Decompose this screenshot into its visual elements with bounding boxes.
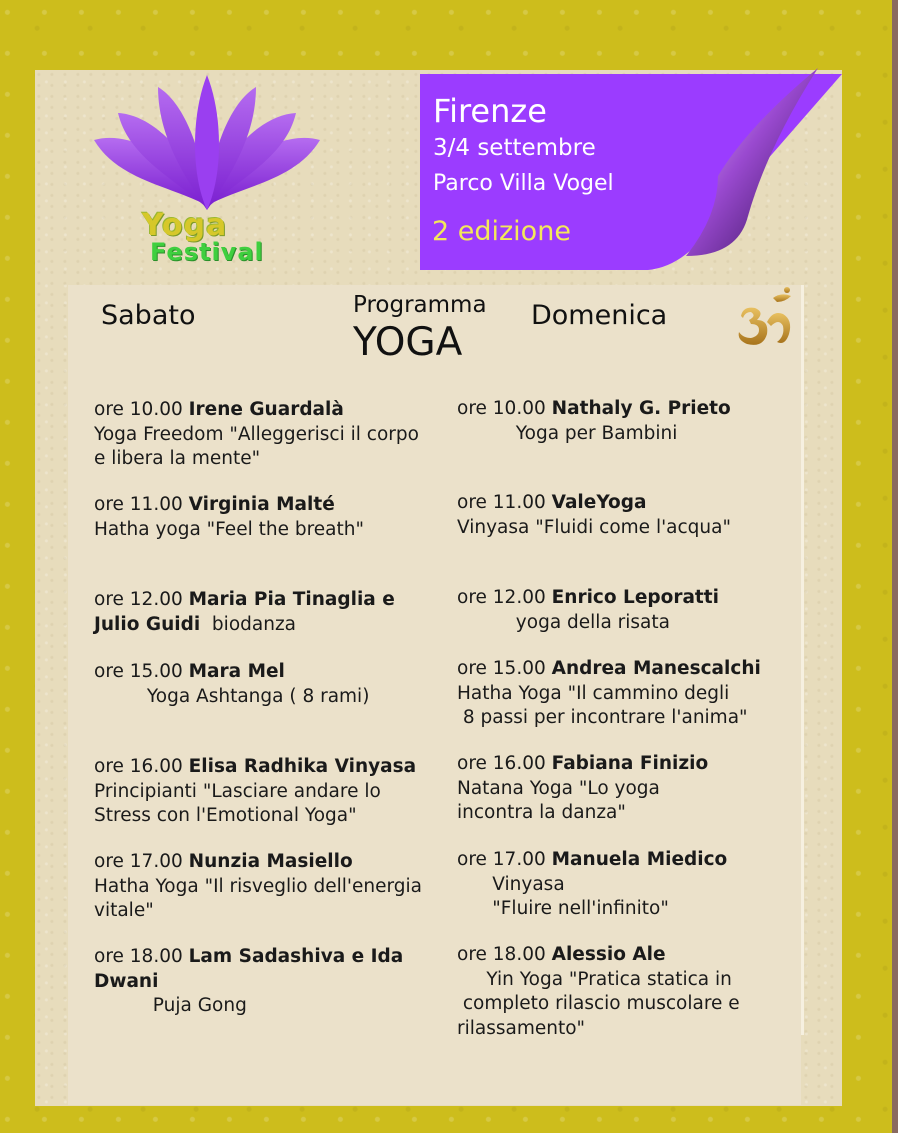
slot-teacher: Maria Pia Tinaglia e <box>188 589 395 610</box>
event-edition: 2 edizione <box>432 216 571 247</box>
slot-teacher: Nathaly G. Prieto <box>551 398 731 419</box>
slot-description: Stress con l'Emotional Yoga" <box>94 805 357 826</box>
right-border <box>892 0 898 1133</box>
slot-teacher: Nunzia Masiello <box>188 851 353 872</box>
slot-description: Yin Yoga "Pratica statica in <box>457 968 732 990</box>
slot-description: completo rilascio muscolare e <box>457 993 740 1014</box>
slot-time: ore 18.00 <box>457 944 546 965</box>
slot-time: ore 12.00 <box>94 589 183 610</box>
sunday-heading: Domenica <box>531 300 668 331</box>
slot-description: incontra la danza" <box>457 802 626 823</box>
logo-festival-text: Festival <box>150 238 264 266</box>
program-heading: Programma <box>353 292 487 318</box>
slot-teacher: Elisa Radhika Vinyasa <box>188 756 417 777</box>
slot-teacher: Irene Guardalà <box>188 399 344 420</box>
slot-description: Vinyasa "Fluidi come l'acqua" <box>457 516 731 538</box>
saturday-slot-2 <box>94 493 454 542</box>
slot-time: ore 18.00 <box>94 946 183 967</box>
slot-teacher: Fabiana Finizio <box>551 753 709 774</box>
sunday-slot-2 <box>457 491 797 540</box>
slot-description: Vinyasa <box>457 873 565 895</box>
slot-description: vitale" <box>94 900 154 921</box>
slot-time: ore 11.00 <box>94 494 183 515</box>
panel-edge <box>801 285 804 1035</box>
slot-time: ore 16.00 <box>94 756 183 777</box>
sunday-slot-6 <box>457 848 797 922</box>
slot-description: rilassamento" <box>457 1017 586 1039</box>
slot-teacher: Dwani <box>94 970 159 992</box>
slot-teacher: Andrea Manescalchi <box>551 658 761 679</box>
slot-teacher: Mara Mel <box>188 661 285 682</box>
slot-description: Hatha yoga "Feel the breath" <box>94 518 364 540</box>
slot-description: 8 passi per incontrare l'anima" <box>457 707 748 728</box>
slot-description: Natana Yoga "Lo yoga <box>457 777 660 799</box>
slot-time: ore 12.00 <box>457 587 546 608</box>
slot-description: Puja Gong <box>94 995 247 1016</box>
slot-teacher: Julio Guidi <box>94 613 201 635</box>
slot-teacher: Manuela Miedico <box>551 849 728 870</box>
slot-description: Yoga Freedom "Alleggerisci il corpo <box>94 423 419 445</box>
slot-time: ore 15.00 <box>457 658 546 679</box>
slot-time: ore 10.00 <box>94 399 183 420</box>
logo-yoga-text: Yoga <box>142 208 228 243</box>
slot-teacher: Enrico Leporatti <box>551 587 719 608</box>
saturday-slot-3 <box>94 588 454 637</box>
saturday-slot-1 <box>94 398 454 472</box>
slot-time: ore 11.00 <box>457 492 546 513</box>
saturday-slot-6 <box>94 850 454 924</box>
sunday-slot-5 <box>457 752 797 826</box>
slot-description: Hatha Yoga "Il cammino degli <box>457 682 730 704</box>
slot-teacher: Alessio Ale <box>551 944 666 965</box>
slot-description: "Fluire nell'infinito" <box>457 898 669 919</box>
om-symbol-icon <box>733 286 803 354</box>
sunday-slot-7 <box>457 943 797 1041</box>
sunday-slot-4 <box>457 657 797 731</box>
slot-description: e libera la mente" <box>94 448 261 469</box>
saturday-slot-4 <box>94 660 454 709</box>
slot-time: ore 17.00 <box>457 849 546 870</box>
slot-teacher: Lam Sadashiva e Ida <box>188 946 404 967</box>
event-date: 3/4 settembre <box>433 135 596 161</box>
slot-description: Yoga per Bambini <box>457 422 678 444</box>
slot-time: ore 17.00 <box>94 851 183 872</box>
slot-teacher: ValeYoga <box>551 492 647 513</box>
sunday-slot-1 <box>457 397 797 446</box>
sunday-slot-3 <box>457 586 797 635</box>
slot-time: ore 15.00 <box>94 661 183 682</box>
yoga-heading: YOGA <box>353 320 463 365</box>
slot-description: yoga della risata <box>457 611 670 633</box>
slot-teacher: Virginia Malté <box>188 494 335 515</box>
event-city: Firenze <box>433 92 547 130</box>
slot-time: ore 16.00 <box>457 753 546 774</box>
saturday-slot-5 <box>94 755 454 829</box>
slot-time: ore 10.00 <box>457 398 546 419</box>
slot-description: biodanza <box>200 613 296 635</box>
event-venue: Parco Villa Vogel <box>433 171 614 196</box>
saturday-heading: Sabato <box>101 300 196 331</box>
slot-description: Hatha Yoga "Il risveglio dell'energia <box>94 875 422 897</box>
slot-description: Principianti "Lasciare andare lo <box>94 780 381 802</box>
slot-description: Yoga Ashtanga ( 8 rami) <box>94 685 370 707</box>
saturday-slot-7 <box>94 945 454 1019</box>
